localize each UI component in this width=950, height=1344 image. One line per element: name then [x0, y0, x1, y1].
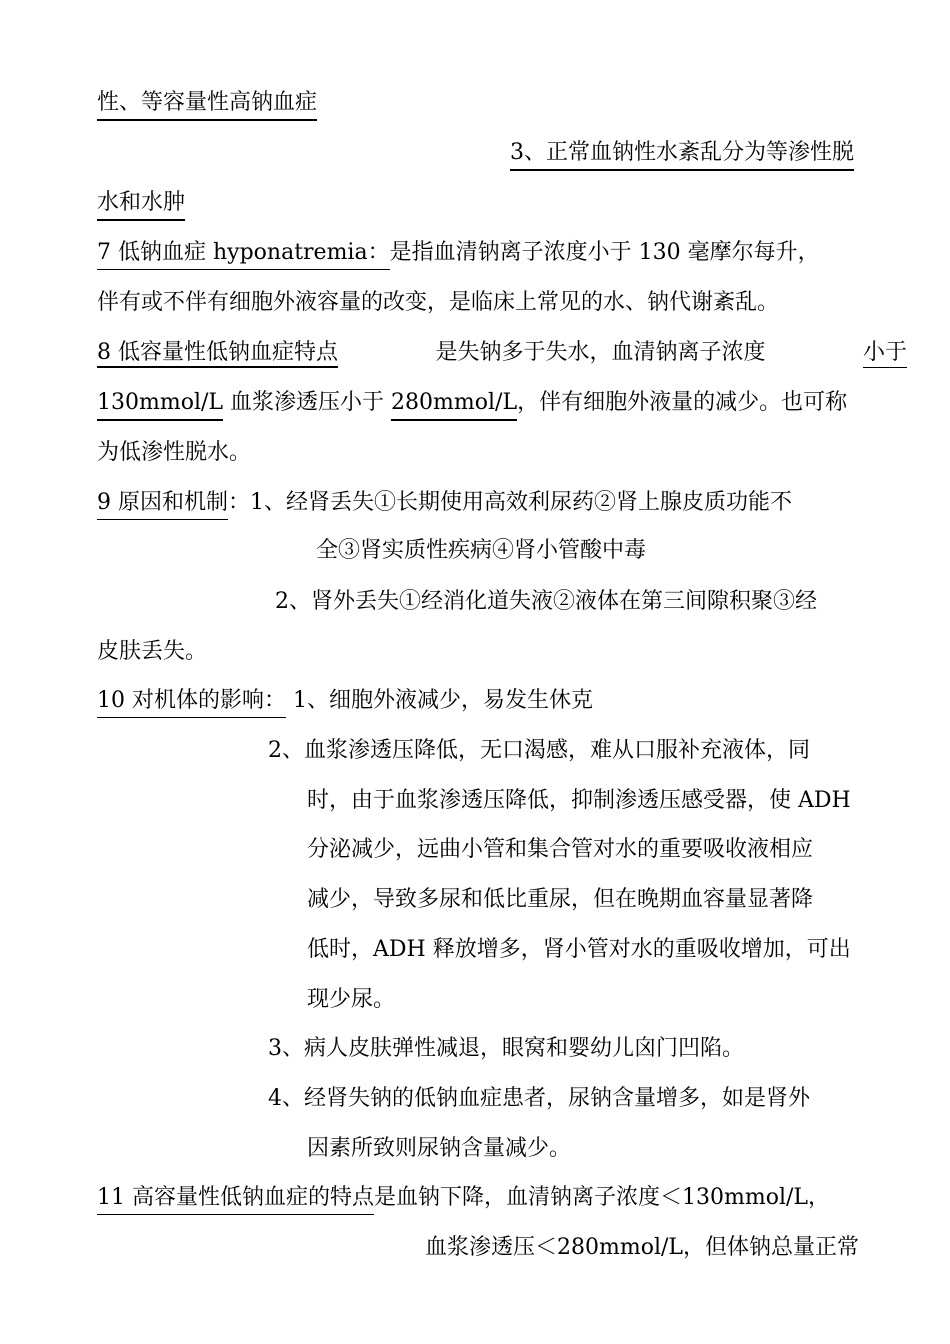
underlined-value: 130mmol/L — [97, 390, 223, 421]
text-line — [510, 138, 854, 168]
text-line: 2、血浆渗透压降低，无口渴感，难从口服补充液体，同 — [268, 738, 810, 763]
text-line — [97, 88, 317, 118]
definition-text: 是失钠多于失水，血清钠离子浓度 — [435, 340, 766, 365]
term-hyponatremia: 7 低钠血症 hyponatremia： — [97, 240, 390, 270]
text-line: 低时，ADH 释放增多，肾小管对水的重吸收增加，可出 — [307, 937, 851, 962]
underlined-heading: 水和水肿 — [97, 190, 185, 221]
definition-line: 10 对机体的影响： 1、细胞外液减少，易发生休克 — [97, 686, 593, 716]
text-line: 减少，导致多尿和低比重尿，但在晚期血容量显著降 — [307, 887, 814, 912]
underlined-heading: 性、等容量性高钠血症 — [97, 90, 317, 121]
text-line: 130mmol/L 血浆渗透压小于 280mmol/L，伴有细胞外液量的减少。也可称 — [97, 388, 847, 418]
term-hypovolemic-hyponatremia: 8 低容量性低钠血症特点 — [97, 338, 338, 368]
text-line: 全③肾实质性疾病④肾小管酸中毒 — [316, 538, 647, 563]
term-hypervolemic-hyponatremia: 11 高容量性低钠血症的特点 — [97, 1185, 374, 1215]
text-line: 现少尿。 — [307, 987, 396, 1012]
definition-line: 9 原因和机制：1、经肾丢失①长期使用高效利尿药②肾上腺皮质功能不 — [97, 488, 792, 518]
text-line: 伴有或不伴有细胞外液容量的改变，是临床上常见的水、钠代谢紊乱。 — [97, 290, 780, 315]
text-line: 3、病人皮肤弹性减退，眼窝和婴幼儿囟门凹陷。 — [268, 1036, 744, 1061]
text-line: 血浆渗透压＜280mmol/L，但体钠总量正常 — [425, 1235, 860, 1260]
definition-line — [97, 338, 907, 368]
definition-line — [97, 238, 820, 268]
text-line: 时，由于血浆渗透压降低，抑制渗透压感受器，使 ADH — [307, 788, 851, 813]
text-line: 因素所致则尿钠含量减少。 — [307, 1136, 572, 1161]
text-line: 皮肤丢失。 — [97, 639, 208, 664]
text-line: 2、肾外丢失①经消化道失液②液体在第三间隙积聚③经 — [275, 589, 817, 614]
definition-line: 11 高容量性低钠血症的特点是血钠下降，血清钠离子浓度＜130mmol/L， — [97, 1183, 830, 1213]
text-line: 4、经肾失钠的低钠血症患者，尿钠含量增多，如是肾外 — [268, 1086, 810, 1111]
underlined-heading: 3、正常血钠性水紊乱分为等渗性脱 — [510, 140, 854, 171]
text-line: 为低渗性脱水。 — [97, 440, 252, 465]
definition-text: 是指血清钠离子浓度小于 130 毫摩尔每升， — [389, 240, 820, 265]
text-line — [97, 188, 185, 218]
term-causes: 9 原因和机制 — [97, 490, 228, 520]
text-line: 分泌减少，远曲小管和集合管对水的重要吸收液相应 — [307, 837, 814, 862]
underlined-value: 小于 — [863, 338, 907, 368]
term-effects: 10 对机体的影响： — [97, 688, 286, 718]
underlined-value: 280mmol/L — [391, 390, 517, 421]
